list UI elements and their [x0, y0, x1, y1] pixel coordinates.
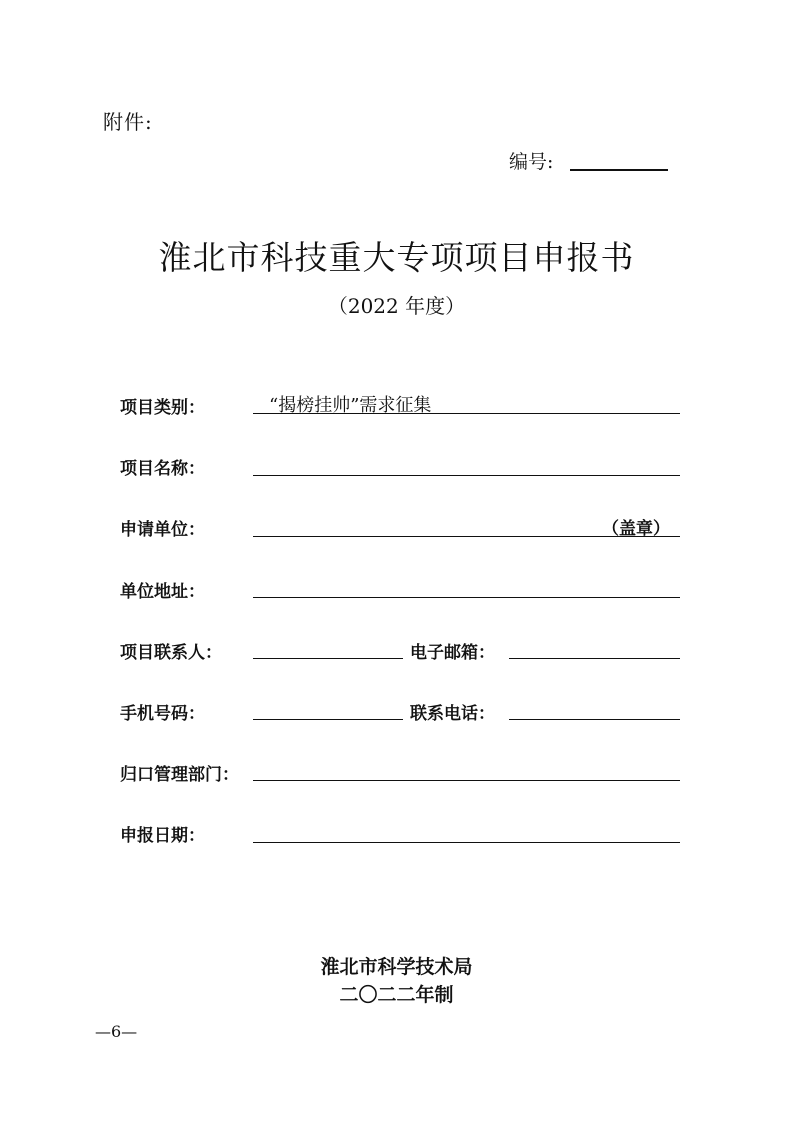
phone-label: 联系电话：: [410, 704, 495, 724]
address-label: 单位地址：: [120, 582, 205, 602]
issuer-date: 二〇二二年制: [339, 984, 454, 1006]
category-value: “揭榜挂帅”需求征集: [269, 395, 432, 416]
seal-note: （盖章）: [602, 519, 670, 539]
mobile-field[interactable]: [253, 697, 403, 720]
address-field[interactable]: [253, 575, 680, 598]
serial-number-field[interactable]: [570, 169, 668, 171]
category-field[interactable]: [253, 391, 680, 414]
project-name-label: 项目名称：: [120, 459, 205, 479]
document-title: 淮北市科技重大专项项目申报书: [158, 238, 635, 277]
serial-number-label: 编号:: [509, 151, 554, 173]
contact-field[interactable]: [253, 636, 403, 659]
mobile-label: 手机号码：: [120, 704, 205, 724]
email-field[interactable]: [509, 636, 680, 659]
issuer-block: [0, 953, 793, 1009]
date-field[interactable]: [253, 820, 680, 843]
issuer-org: 淮北市科学技术局: [320, 956, 473, 978]
department-field[interactable]: [253, 758, 680, 781]
project-name-field[interactable]: [253, 453, 680, 476]
attachment-label: 附件:: [103, 110, 153, 134]
applicant-label: 申请单位：: [120, 520, 205, 540]
category-label: 项目类别：: [120, 398, 205, 418]
department-label: 归口管理部门：: [120, 765, 239, 785]
date-label: 申报日期：: [120, 826, 205, 846]
page-number: —6—: [95, 1022, 138, 1041]
phone-field[interactable]: [509, 697, 680, 720]
contact-label: 项目联系人：: [120, 643, 222, 663]
document-year: （2022 年度）: [327, 294, 466, 318]
email-label: 电子邮箱：: [410, 643, 495, 663]
